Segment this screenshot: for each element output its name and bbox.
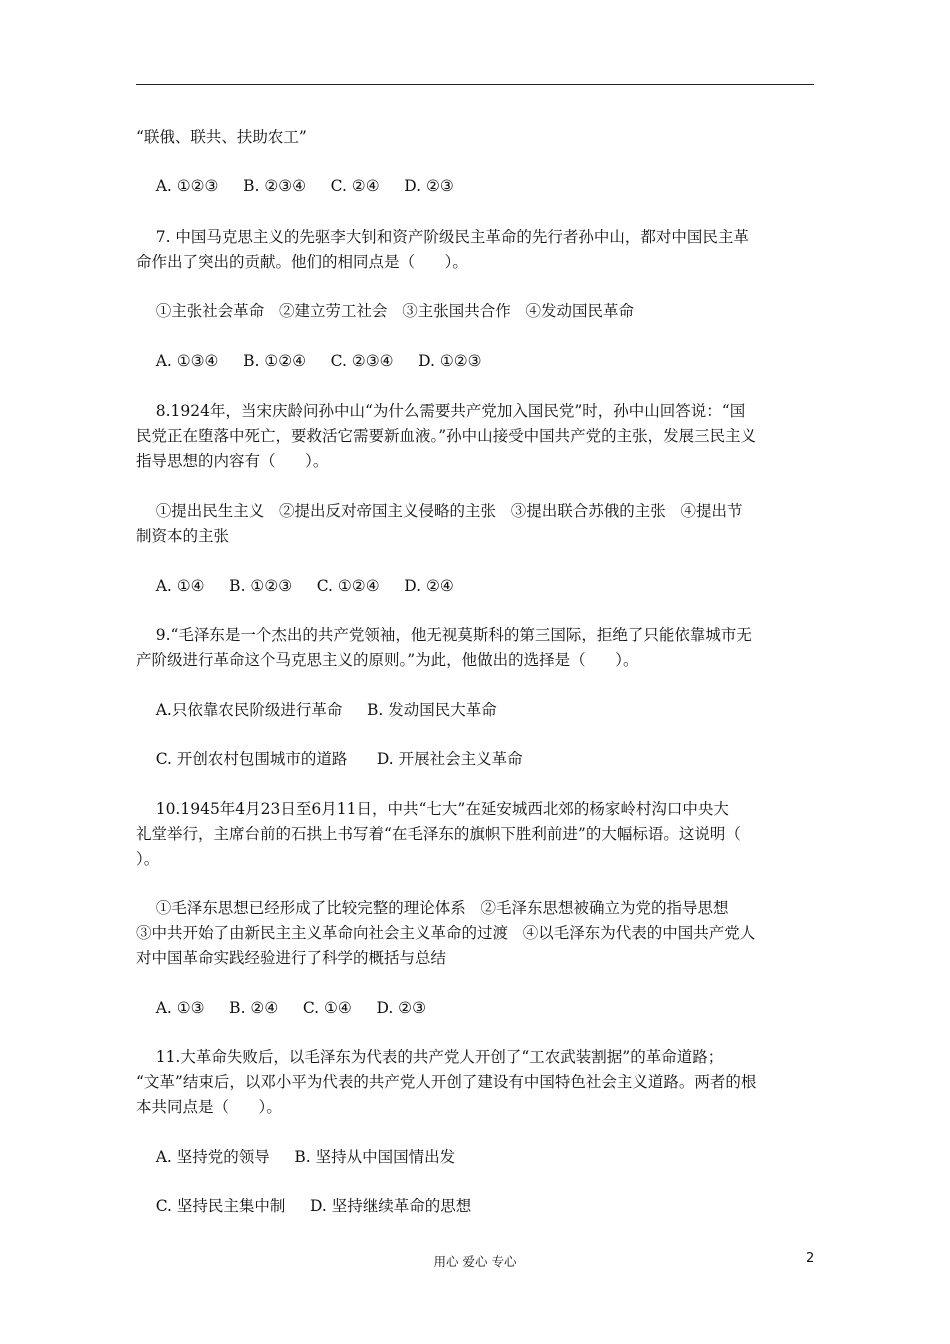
question-10-statements: 对中国革命实践经验进行了科学的概括与总结 (136, 949, 447, 967)
answer-options-9: A.只依靠农民阶级进行革命 B. 发动国民大革命 (136, 701, 497, 719)
question-10-line: 礼堂举行，主席台前的石拱上书写着“在毛泽东的旗帜下胜利前进”的大幅标语。这说明（ (136, 825, 741, 843)
question-7-line: 7. 中国马克思主义的先驱李大钊和资产阶级民主革命的先行者孙中山，都对中国民主革 (136, 228, 749, 246)
answer-options-11: A. 坚持党的领导 B. 坚持从中国国情出发 (136, 1148, 456, 1166)
answer-options-6: A. ①②③ B. ②③④ C. ②④ D. ②③ (136, 177, 454, 195)
question-11-line: 本共同点是（ ）。 (136, 1098, 282, 1116)
question-8-line: 民党正在堕落中死亡，要救活它需要新血液。”孙中山接受中国共产党的主张，发展三民主义 (136, 427, 757, 445)
question-9-line: 9.“毛泽东是一个杰出的共产党领袖，他无视莫斯科的第三国际，拒绝了只能依靠城市无 (136, 626, 752, 644)
question-7-line: 命作出了突出的贡献。他们的相同点是（ ）。 (136, 253, 468, 271)
text-line: “联俄、联共、扶助农工” (136, 128, 307, 146)
question-10-statements: ③中共开始了由新民主主义革命向社会主义革命的过渡 ④以毛泽东为代表的中国共产党人 (136, 924, 756, 942)
question-8-line: 指导思想的内容有（ ）。 (136, 452, 329, 470)
question-7-statements: ①主张社会革命 ②建立劳工社会 ③主张国共合作 ④发动国民革命 (136, 302, 635, 320)
question-8-statements: 制资本的主张 (136, 527, 230, 545)
question-10-line: ）。 (136, 850, 160, 868)
answer-options-11: C. 坚持民主集中制 D. 坚持继续革命的思想 (136, 1197, 472, 1215)
question-9-line: 产阶级进行革命这个马克思主义的原则。”为此，他做出的选择是（ ）。 (136, 651, 639, 669)
header-rule (136, 84, 814, 85)
question-11-line: “文革”结束后，以邓小平为代表的共产党人开创了建设有中国特色社会主义道路。两者的根 (136, 1073, 757, 1091)
footer-motto: 用心 爱心 专心 (433, 1254, 517, 1269)
question-8-statements: ①提出民生主义 ②提出反对帝国主义侵略的主张 ③提出联合苏俄的主张 ④提出节 (136, 502, 743, 520)
question-10-line: 10.1945年4月23日至6月11日，中共“七大”在延安城西北郊的杨家岭村沟口中央大 (136, 800, 729, 818)
question-10-statements: ①毛泽东思想已经形成了比较完整的理论体系 ②毛泽东思想被确立为党的指导思想 (136, 899, 729, 917)
question-11-line: 11.大革命失败后，以毛泽东为代表的共产党人开创了“工农武装割据”的革命道路； (136, 1048, 724, 1066)
answer-options-10: A. ①③ B. ②④ C. ①④ D. ②③ (136, 999, 426, 1017)
question-8-line: 8.1924年，当宋庆龄问孙中山“为什么需要共产党加入国民党”时，孙中山回答说：“国 (136, 402, 746, 420)
answer-options-8: A. ①④ B. ①②③ C. ①②④ D. ②④ (136, 577, 454, 595)
page-number: 2 (806, 1251, 815, 1266)
answer-options-9: C. 开创农村包围城市的道路 D. 开展社会主义革命 (136, 750, 523, 768)
answer-options-7: A. ①③④ B. ①②④ C. ②③④ D. ①②③ (136, 352, 482, 370)
